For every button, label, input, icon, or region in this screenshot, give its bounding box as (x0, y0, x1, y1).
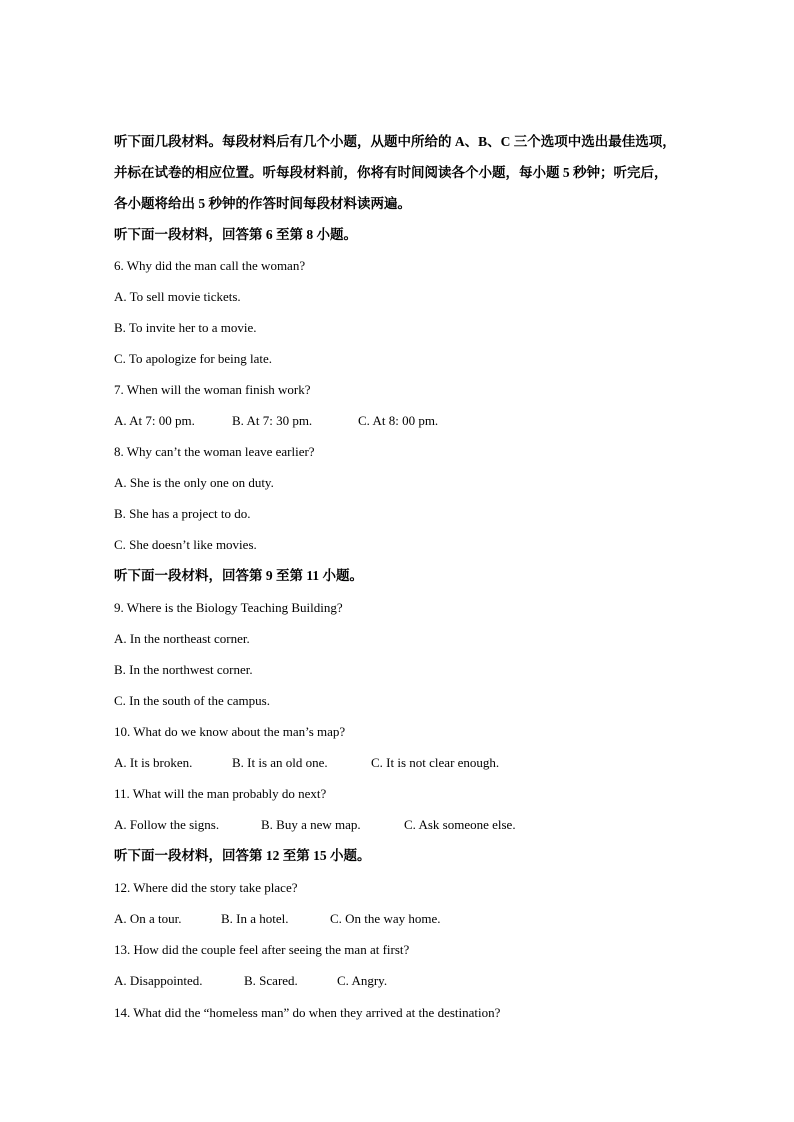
question-text: 14. What did the “homeless man” do when they arrived at the destination? (114, 1005, 501, 1020)
question-text: 13. How did the couple feel after seeing the man at first? (114, 942, 410, 957)
option-b: B. In a hotel. (221, 911, 289, 926)
option-c: C. It is not clear enough. (371, 755, 500, 770)
option-b: B. She has a project to do. (114, 506, 251, 521)
option-b: B. At 7: 30 pm. (232, 413, 313, 428)
option-a: A. In the northeast corner. (114, 631, 250, 646)
option-b: B. It is an old one. (232, 755, 328, 770)
option-a: A. To sell movie tickets. (114, 289, 241, 304)
section-heading: 听下面一段材料，回答第 6 至第 8 小题。 (114, 227, 357, 242)
option-b: B. Buy a new map. (261, 817, 361, 832)
question-text: 10. What do we know about the man’s map? (114, 724, 346, 739)
option-b: B. In the northwest corner. (114, 662, 253, 677)
question-text: 9. Where is the Biology Teaching Building? (114, 600, 343, 615)
option-c: C. To apologize for being late. (114, 351, 273, 366)
question-text: 7. When will the woman finish work? (114, 382, 311, 397)
section-heading: 听下面一段材料，回答第 12 至第 15 小题。 (114, 848, 371, 863)
option-c: C. She doesn’t like movies. (114, 537, 257, 552)
option-c: C. In the south of the campus. (114, 693, 270, 708)
option-a: A. It is broken. (114, 755, 193, 770)
option-b: B. To invite her to a movie. (114, 320, 257, 335)
question-text: 6. Why did the man call the woman? (114, 258, 306, 273)
option-b: B. Scared. (244, 973, 298, 988)
option-a: A. On a tour. (114, 911, 182, 926)
option-a: A. She is the only one on duty. (114, 475, 274, 490)
option-c: C. At 8: 00 pm. (358, 413, 439, 428)
question-text: 12. Where did the story take place? (114, 880, 298, 895)
option-a: A. Follow the signs. (114, 817, 220, 832)
option-a: A. Disappointed. (114, 973, 203, 988)
intro-line-2: 并标在试卷的相应位置。听每段材料前，你将有时间阅读各个小题，每小题 5 秒钟；听完后， (114, 165, 668, 180)
intro-line-3: 各小题将给出 5 秒钟的作答时间每段材料读两遍。 (114, 196, 411, 211)
option-c: C. On the way home. (330, 911, 441, 926)
section-heading: 听下面一段材料，回答第 9 至第 11 小题。 (114, 568, 364, 583)
option-c: C. Ask someone else. (404, 817, 516, 832)
option-c: C. Angry. (337, 973, 388, 988)
question-text: 11. What will the man probably do next? (114, 786, 327, 801)
option-a: A. At 7: 00 pm. (114, 413, 195, 428)
question-text: 8. Why can’t the woman leave earlier? (114, 444, 315, 459)
intro-line-1: 听下面几段材料。每段材料后有几个小题，从题中所给的 A、B、C 三个选项中选出最佳选项， (114, 134, 676, 149)
